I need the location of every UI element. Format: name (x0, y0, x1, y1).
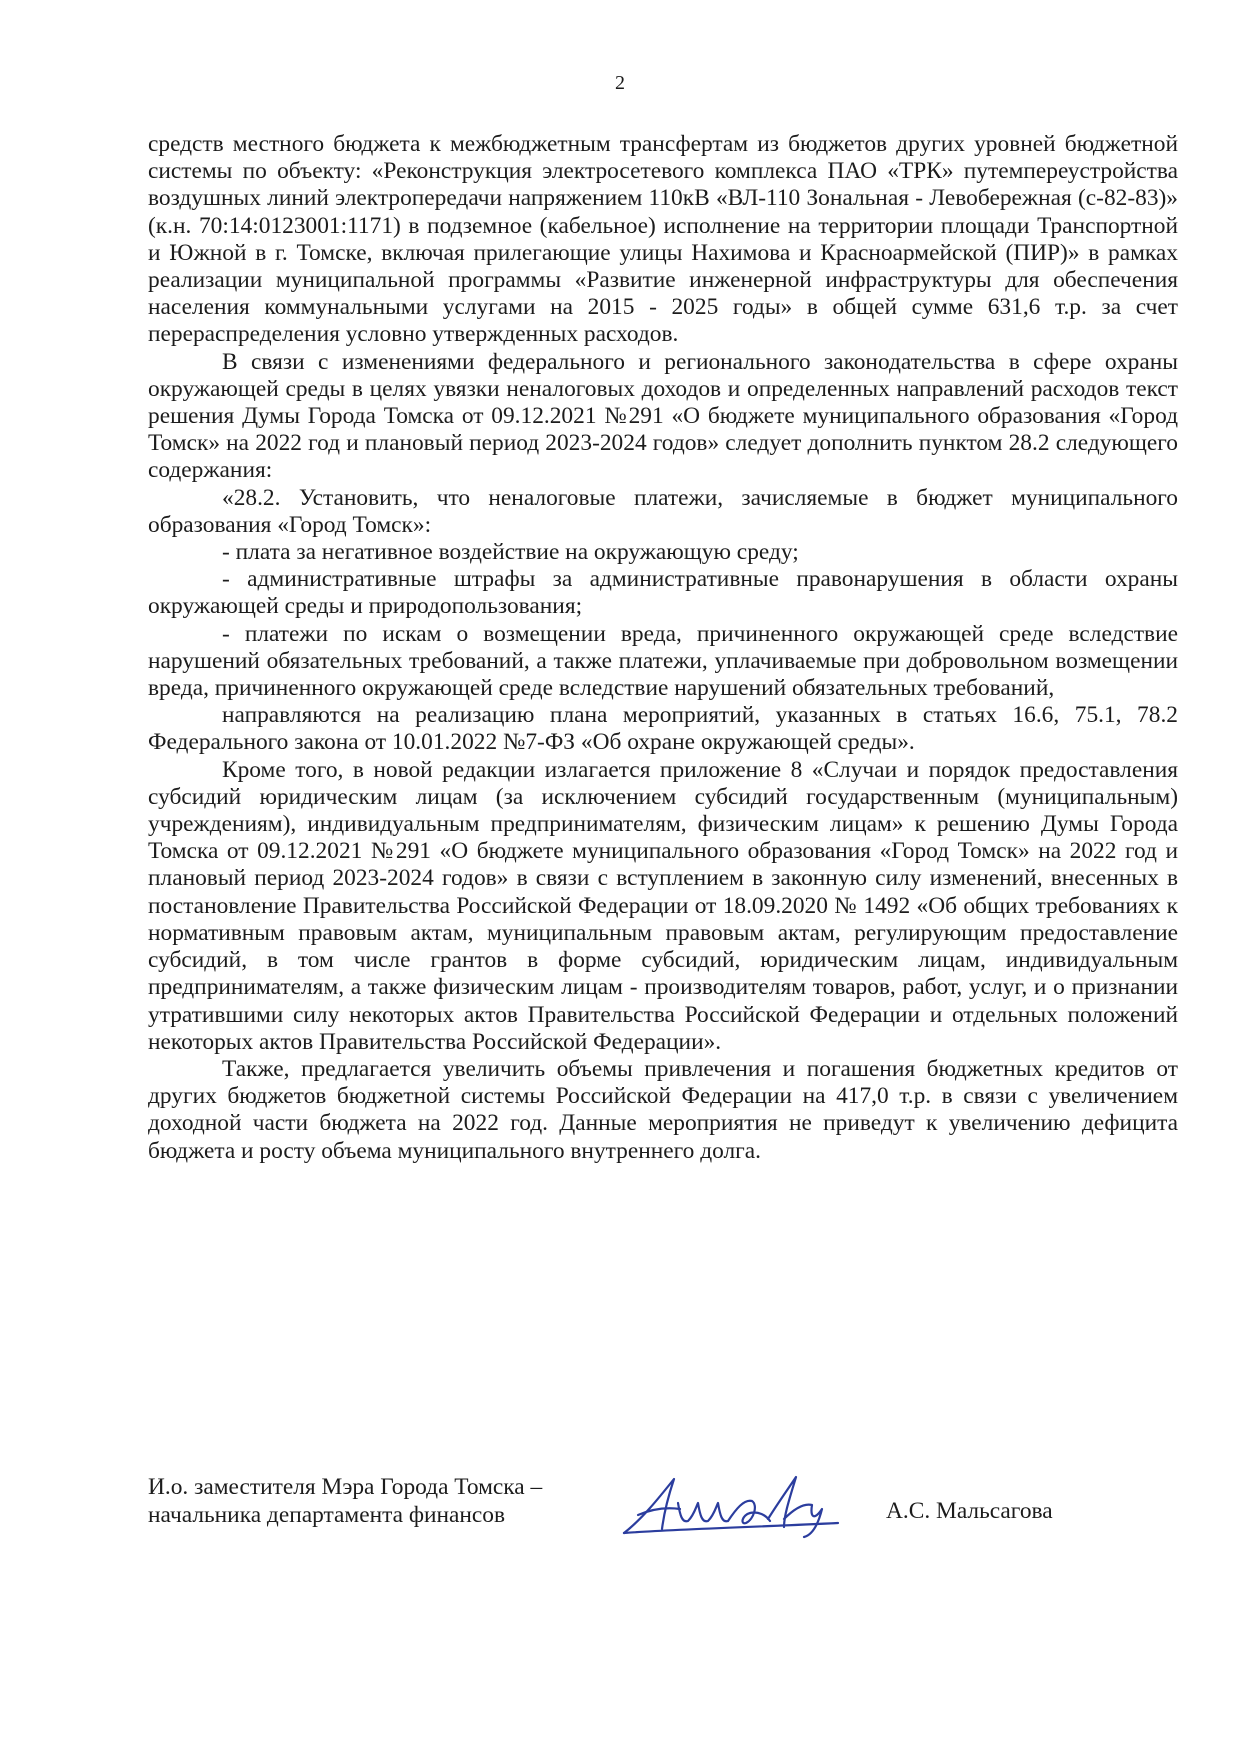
list-item-damage-claims: - платежи по искам о возмещении вреда, причиненного окружающей среде вследствие нарушений обязательных требований, а также платежи, уплачиваемые при добровольном возмещении вреда, причиненного окружающей среде вследствие нарушений обязательных требований, (148, 620, 1178, 702)
list-item-administrative-fines: - административные штрафы за административные правонарушения в области охраны окружающей среды и природопользования; (148, 566, 1178, 620)
signature-block (148, 1473, 1178, 1553)
paragraph-appendix-8: Кроме того, в новой редакции излагается приложение 8 «Случаи и порядок предоставления субсидий юридическим лицам (за исключением субсидий государственным (муниципальным) учреждениям), индивидуальным предпринимателям, физическим лицам» к решению Думы Города Томска от 09.12.2021 №291 «О бюджете муниципального образования «Город Томск» на 2022 год и плановый период 2023-2024 годов» в связи с вступлением в законную силу изменений, внесенных в постановление Правительства Российской Федерации от 18.09.2020 № 1492 «Об общих требованиях к нормативным правовым актам, муниципальным правовым актам, регулирующим предоставление субсидий, в том числе грантов в форме субсидий, юридическим лицам, индивидуальным предпринимателям, а также физическим лицам - производителям товаров, работ, услуг, и о признании утратившими силу некоторых актов Правительства Российской Федерации и отдельных положений некоторых актов Правительства Российской Федерации». (148, 756, 1178, 1055)
paragraph-legislation-changes: В связи с изменениями федерального и регионального законодательства в сфере охраны окружающей среды в целях увязки неналоговых доходов и определенных направлений расходов текст решения Думы Города Томска от 09.12.2021 №291 «О бюджете муниципального образования «Город Томск» на 2022 год и плановый период 2023-2024 годов» следует дополнить пунктом 28.2 следующего содержания: (148, 348, 1178, 484)
paragraph-clause-28-2: «28.2. Установить, что неналоговые платежи, зачисляемые в бюджет муниципального образования «Город Томск»: (148, 484, 1178, 538)
handwritten-signature (618, 1469, 858, 1539)
list-item-negative-impact-fee: - плата за негативное воздействие на окружающую среду; (222, 539, 799, 566)
page-number: 2 (615, 72, 625, 94)
signatory-name: А.С. Мальсагова (886, 1498, 1053, 1524)
signatory-position-line-2: начальника департамента финансов (148, 1502, 506, 1528)
signatory-position-line-1: И.о. заместителя Мэра Города Томска – (148, 1474, 543, 1500)
document-body (148, 131, 1178, 1165)
signatory-position (148, 1473, 542, 1529)
paragraph-continuation: средств местного бюджета к межбюджетным трансфертам из бюджетов других уровней бюджетной системы по объекту: «Реконструкция электросетевого комплекса ПАО «ТРК» путемпереустройства воздушных линий электропередачи напряжением 110кВ «ВЛ-110 Зональная - Левобережная (с-82-83)» (к.н. 70:14:0123001:1171) в подземное (кабельное) исполнение на территории площади Транспортной и Южной в г. Томске, включая прилегающие улицы Нахимова и Красноармейской (ПИР)» в рамках реализации муниципальной программы «Развитие инженерной инфраструктуры для обеспечения населения коммунальными услугами на 2015 - 2025 годы» в общей сумме 631,6 т.р. за счет перераспределения условно утвержденных расходов. (148, 131, 1178, 348)
paragraph-budget-credits: Также, предлагается увеличить объемы привлечения и погашения бюджетных кредитов от других бюджетов бюджетной системы Российской Федерации на 417,0 т.р. в связи с увеличением доходной части бюджета на 2022 год. Данные мероприятия не приведут к увеличению дефицита бюджета и росту объема муниципального внутреннего долга. (148, 1055, 1178, 1164)
paragraph-directed-to-plan: направляются на реализацию плана мероприятий, указанных в статьях 16.6, 75.1, 78.2 Федерального закона от 10.01.2022 №7-ФЗ «Об охране окружающей среды». (148, 702, 1178, 756)
